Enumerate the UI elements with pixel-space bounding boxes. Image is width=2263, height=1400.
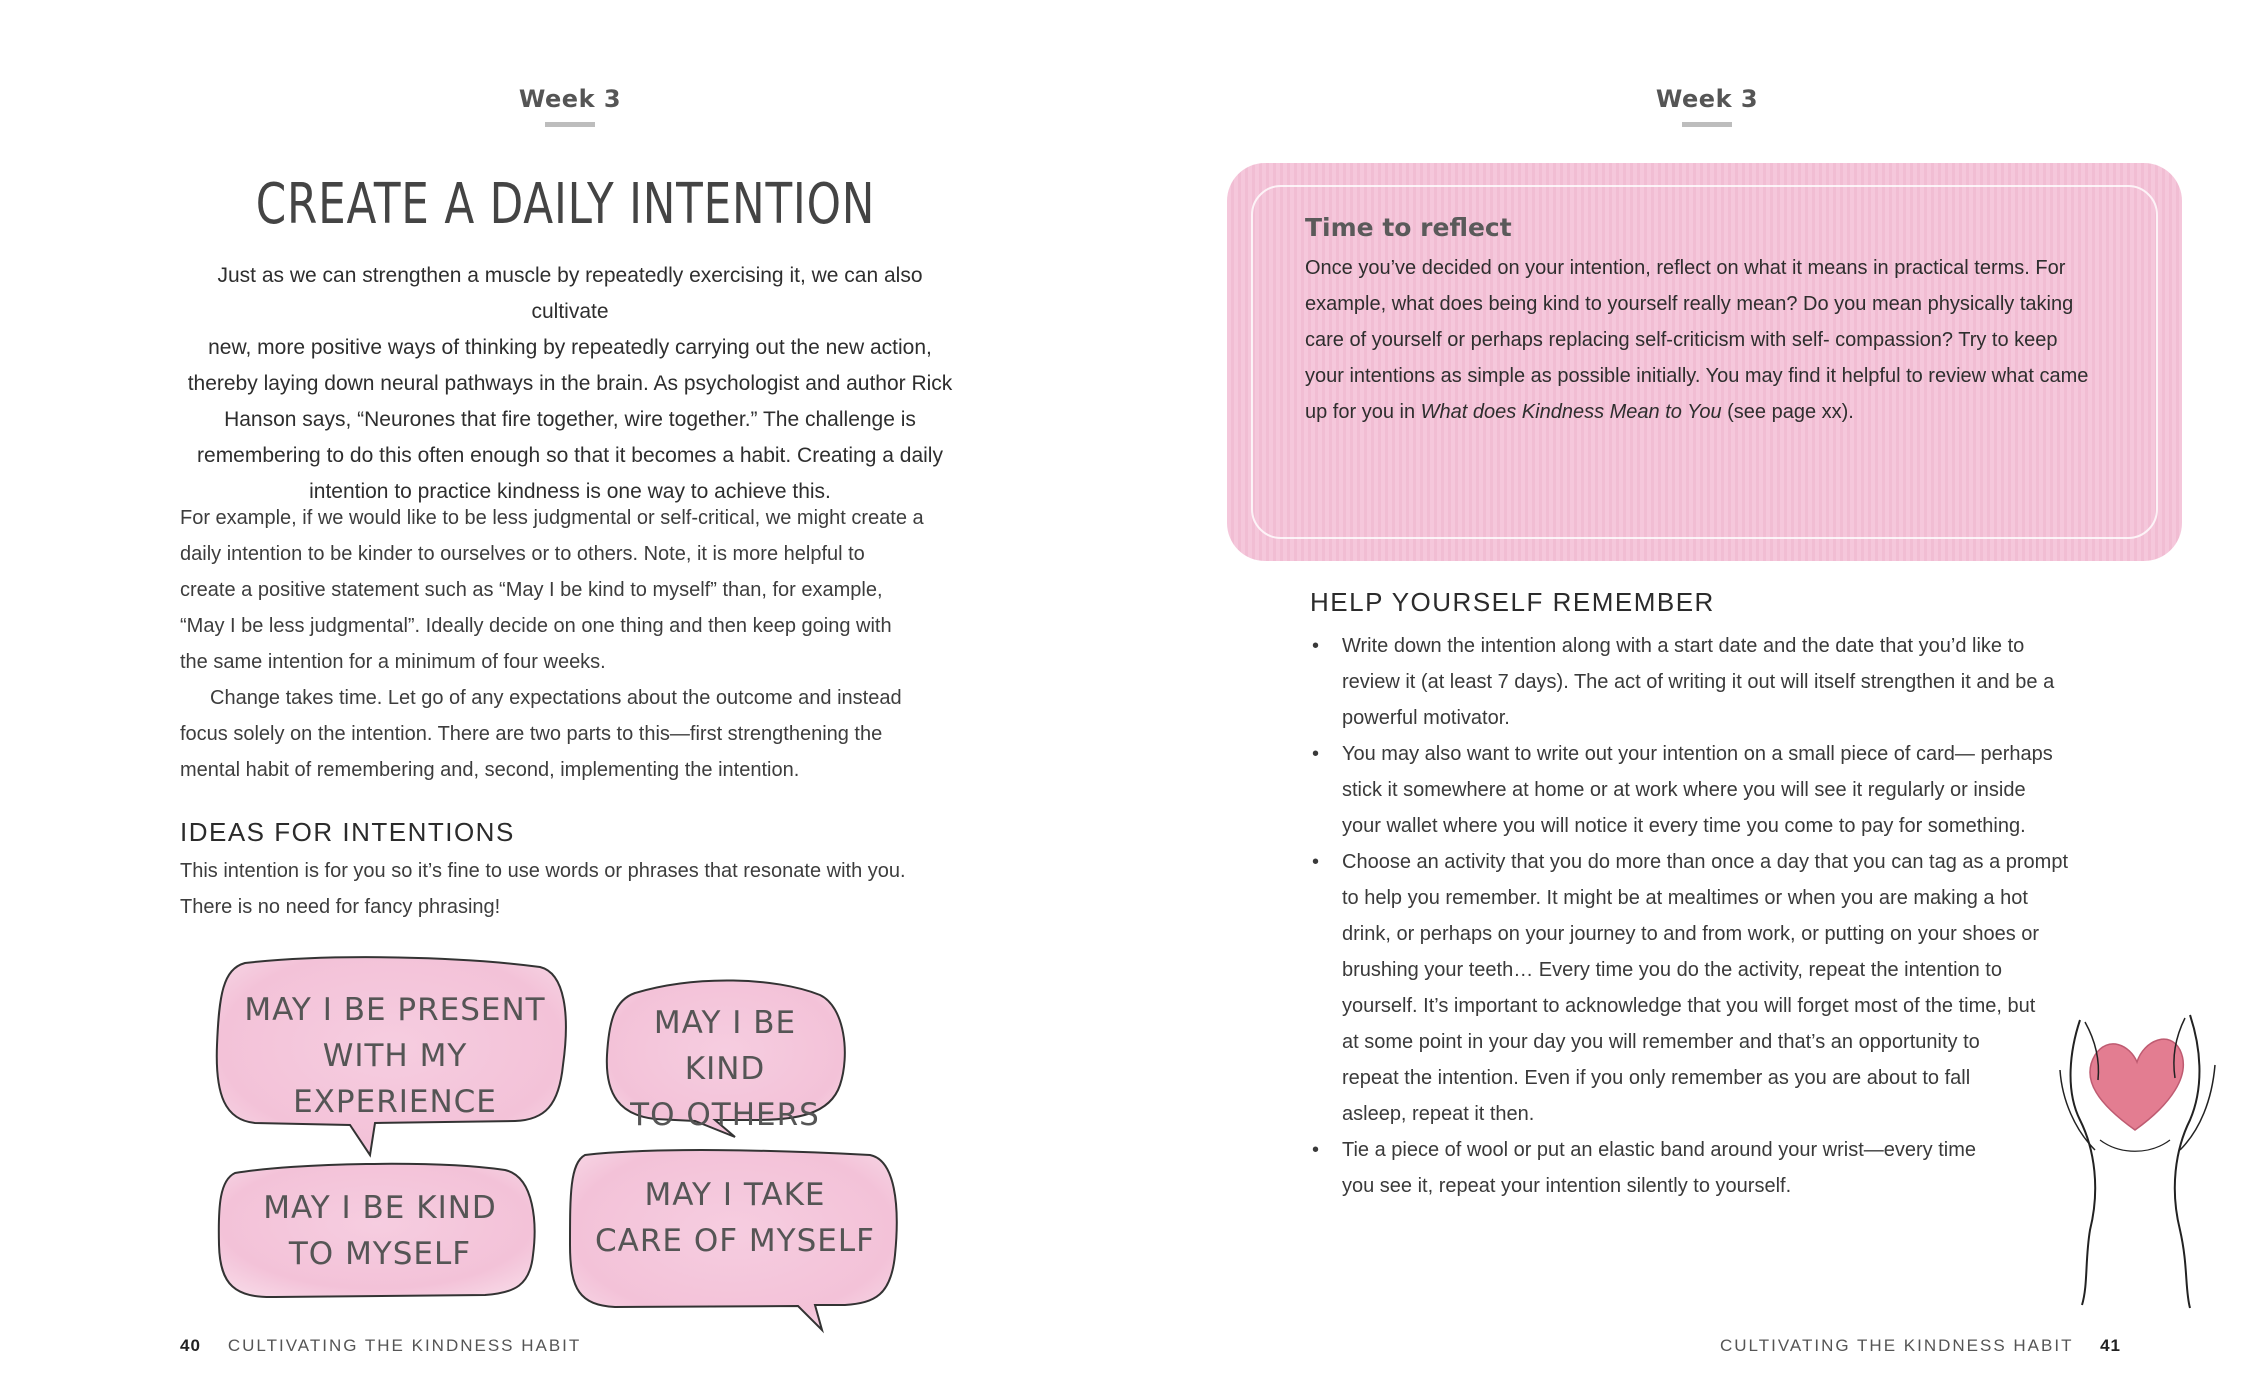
reflect-line: example, what does being kind to yourself really mean? Do you mean physically taking: [1305, 293, 2074, 315]
intro-line: thereby laying down neural pathways in the brain. As psychologist and author Rick: [187, 372, 953, 395]
list-line: Choose an activity that you do more than once a day that you can tag as a prompt: [1342, 851, 2068, 873]
bullet-icon: •: [1312, 851, 1320, 873]
week-label: Week 3: [518, 85, 622, 113]
bullet-icon: •: [1312, 635, 1320, 657]
body-line: the same intention for a minimum of four weeks.: [180, 651, 606, 673]
list-line: yourself. It’s important to acknowledge that you will forget most of the time, but: [1342, 995, 2036, 1017]
list-line: at some point in your day you will remember and that’s an opportunity to: [1342, 1031, 1980, 1053]
body-line: Change takes time. Let go of any expectations about the outcome and instead: [210, 687, 902, 709]
bubble-line: CARE OF MYSELF: [595, 1223, 875, 1259]
page-number: 40: [180, 1336, 201, 1355]
bubble-line: MAY I BE KIND: [653, 1005, 797, 1087]
help-heading: HELP YOURSELF REMEMBER: [1310, 587, 1715, 617]
reflect-line: your intentions as simple as possible initially. You may find it helpful to review what came: [1305, 365, 2089, 387]
bubble-text-3: [235, 1185, 525, 1277]
body-line: mental habit of remembering and, second, implementing the intention.: [180, 759, 800, 781]
page-number: 41: [2100, 1336, 2121, 1355]
week-label: Week 3: [1655, 85, 1759, 113]
list-line: Tie a piece of wool or put an elastic band around your wrist—every time: [1342, 1139, 1977, 1161]
page-footer-right: [1720, 1336, 2121, 1356]
bullet-icon: •: [1312, 1139, 1320, 1161]
help-list: [1310, 628, 2100, 1204]
intro-line: intention to practice kindness is one way to achieve this.: [309, 480, 831, 503]
list-line: drink, or perhaps on your journey to and from work, or putting on your shoes or: [1342, 923, 2040, 945]
list-line: brushing your teeth… Every time you do the activity, repeat the intention to: [1342, 959, 2002, 981]
list-line: your wallet where you will notice it every time you come to pay for something.: [1342, 815, 2026, 837]
bubble-text-4: [580, 1172, 890, 1264]
list-item: [1310, 844, 2100, 1132]
list-item: [1310, 736, 2100, 844]
body-line: daily intention to be kinder to ourselves or to others. Note, it is more helpful to: [180, 543, 865, 565]
list-line: You may also want to write out your intention on a small piece of card— perhaps: [1342, 743, 2053, 765]
list-line: repeat the intention. Even if you only remember as you are about to fall: [1342, 1067, 1971, 1089]
ideas-heading: IDEAS FOR INTENTIONS: [180, 817, 515, 847]
reflect-line: [1305, 394, 2135, 430]
intro-line: Just as we can strengthen a muscle by repeatedly exercising it, we can also cultivate: [217, 264, 923, 323]
bubble-line: WITH MY EXPERIENCE: [293, 1038, 497, 1120]
bubble-line: TO MYSELF: [288, 1236, 472, 1272]
reflect-italic-reference: What does Kindness Mean to You: [1420, 401, 1722, 423]
ideas-line: This intention is for you so it’s fine to use words or phrases that resonate with you.: [180, 860, 906, 882]
list-line: stick it somewhere at home or at work where you will see it regularly or inside: [1342, 779, 2026, 801]
heart-icon: [2090, 1039, 2183, 1130]
list-line: to help you remember. It might be at mealtimes or when you are making a hot: [1342, 887, 2028, 909]
list-item: [1310, 1132, 2100, 1204]
reflect-line: care of yourself or perhaps replacing self-criticism with self- compassion? Try to keep: [1305, 329, 2058, 351]
reflect-body: [1305, 250, 2135, 430]
reflect-line: Once you’ve decided on your intention, reflect on what it means in practical terms. For: [1305, 257, 2066, 279]
intro-line: remembering to do this often enough so that it becomes a habit. Creating a daily: [197, 444, 943, 467]
reflect-text: (see page xx).: [1721, 401, 1854, 423]
list-line: Write down the intention along with a start date and the date that you’d like to: [1342, 635, 2025, 657]
page-footer-left: [180, 1336, 581, 1356]
intro-paragraph: [180, 258, 960, 510]
bubble-line: TO OTHERS: [630, 1097, 820, 1133]
bubble-line: MAY I TAKE: [644, 1177, 826, 1213]
body-line: “May I be less judgmental”. Ideally decide on one thing and then keep going with: [180, 615, 892, 637]
list-line: powerful motivator.: [1342, 707, 1510, 729]
intro-line: new, more positive ways of thinking by repeatedly carrying out the new action,: [208, 336, 932, 359]
body-line: For example, if we would like to be less judgmental or self-critical, we might create a: [180, 507, 924, 529]
running-footer: CULTIVATING THE KINDNESS HABIT: [1720, 1336, 2074, 1355]
intro-line: Hanson says, “Neurones that fire together, wire together.” The challenge is: [224, 408, 916, 431]
hands-holding-heart-illustration: [2040, 1010, 2230, 1310]
bubble-line: MAY I BE PRESENT: [244, 992, 546, 1028]
list-item: [1310, 628, 2100, 736]
list-line: review it (at least 7 days). The act of writing it out will itself strengthen it and be a: [1342, 671, 2055, 693]
body-line: create a positive statement such as “May I be kind to myself” than, for example,: [180, 579, 883, 601]
bubble-line: MAY I BE KIND: [263, 1190, 497, 1226]
left-page: [0, 0, 1131, 1400]
bullet-icon: •: [1312, 743, 1320, 765]
week-rule: [1682, 122, 1732, 127]
reflect-title: Time to reflect: [1305, 213, 1512, 242]
list-line: you see it, repeat your intention silently to yourself.: [1342, 1175, 1792, 1197]
running-footer: CULTIVATING THE KINDNESS HABIT: [227, 1336, 582, 1355]
list-line: asleep, repeat it then.: [1342, 1103, 1535, 1125]
page-title: CREATE A DAILY INTENTION: [255, 172, 876, 237]
reflect-text: up for you in: [1305, 401, 1421, 423]
intention-bubbles: [215, 955, 935, 1335]
week-rule: [545, 122, 595, 127]
ideas-line: There is no need for fancy phrasing!: [180, 896, 501, 918]
body-paragraph: [180, 500, 960, 788]
ideas-paragraph: [180, 853, 960, 925]
bubble-text-2: [615, 1000, 835, 1138]
bubble-text-1: [235, 987, 555, 1125]
body-line: focus solely on the intention. There are two parts to this—first strengthening the: [180, 723, 883, 745]
